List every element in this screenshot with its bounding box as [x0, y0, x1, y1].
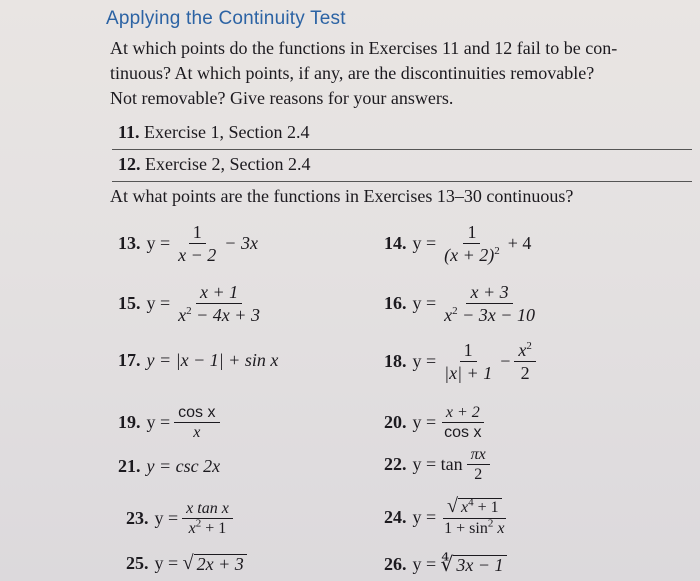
denominator [440, 304, 539, 325]
fraction [174, 222, 220, 265]
exponent: 2 [487, 517, 494, 530]
numerator: x + 1 [196, 282, 242, 304]
denominator: cos x [444, 424, 482, 441]
exercise-21 [118, 456, 220, 477]
denominator-base: x [188, 520, 196, 537]
exercise-23 [126, 500, 237, 537]
denominator-tail: x [497, 520, 505, 537]
fraction [174, 404, 219, 441]
denominator: x [193, 424, 201, 441]
lhs: y = [146, 412, 171, 432]
exercise-17 [118, 350, 278, 371]
lhs: y = [154, 553, 179, 573]
numerator: πx [467, 446, 490, 465]
section-heading: Applying the Continuity Test [106, 8, 346, 29]
intro-line: At which points do the functions in Exercises 11 and 12 fail to be con- [110, 38, 618, 58]
intro-line: Not removable? Give reasons for your answers. [110, 88, 454, 108]
exercise-number: 15. [118, 293, 141, 313]
divider [112, 181, 692, 182]
exercise-15 [118, 282, 268, 325]
radicand-base: x [460, 499, 469, 516]
denominator-tail: − 4x + 3 [196, 305, 260, 325]
lhs: y = [154, 508, 179, 528]
sqrt-sign-icon: √ [182, 552, 194, 574]
lhs: y = tan [412, 454, 463, 474]
fraction [440, 495, 508, 537]
sqrt-sign-icon: √ [447, 495, 458, 517]
exercise-ref-text: Exercise 1, Section 2.4 [144, 122, 310, 142]
exercise-22 [384, 446, 494, 483]
expression: y = csc 2x [146, 456, 221, 476]
exercise-20 [384, 404, 490, 441]
exercise-number: 14. [384, 233, 407, 253]
denominator-base: x [178, 305, 187, 325]
lhs: y = [412, 412, 437, 432]
denominator [440, 519, 508, 537]
numerator: 1 [460, 340, 477, 362]
exercise-number: 17. [118, 350, 141, 370]
lhs: y = [146, 233, 171, 253]
numerator [443, 495, 506, 519]
lhs: y = [412, 233, 437, 253]
exponent: 2 [195, 517, 202, 530]
exercise-number: 13. [118, 233, 141, 253]
exercise-13 [118, 222, 258, 265]
exponent: 2 [494, 245, 500, 257]
exercise-16 [384, 282, 543, 325]
lhs: y = [146, 293, 171, 313]
denominator-tail: + 1 [205, 520, 227, 537]
exercise-25 [126, 552, 247, 575]
lhs: y = [412, 507, 437, 527]
intro-paragraph [110, 36, 690, 111]
denominator-base: 1 + sin [444, 520, 488, 537]
denominator-base: x [444, 305, 453, 325]
denominator: x − 2 [178, 245, 217, 265]
exercise-number: 23. [126, 508, 149, 528]
intro-line: tinuous? At which points, if any, are the discontinuities removable? [110, 63, 595, 83]
fraction [514, 340, 536, 383]
radicand-tail: + 1 [477, 499, 499, 516]
exercise-14 [384, 222, 531, 265]
radicand: 3x − 1 [453, 555, 506, 574]
numerator: x tan x [182, 500, 233, 519]
numerator: cos x [174, 404, 219, 423]
minus-sign: − [500, 351, 511, 371]
numerator: x + 3 [466, 282, 512, 304]
lhs: y = [412, 351, 437, 371]
numerator [514, 340, 536, 362]
fraction [440, 222, 504, 265]
exercise-number: 12. [118, 154, 141, 174]
exercise-number: 16. [384, 293, 407, 313]
exercise-number: 24. [384, 507, 407, 527]
numerator: 1 [189, 222, 206, 244]
lhs: y = [412, 293, 437, 313]
tail-term: + 4 [507, 233, 532, 253]
fraction [174, 282, 264, 325]
expression: y = |x − 1| + sin x [146, 350, 279, 370]
denominator [440, 244, 504, 265]
fourth-root-sign-icon: ∜ [440, 554, 454, 576]
numerator: x + 2 [442, 404, 484, 423]
exercise-26 [384, 552, 507, 577]
denominator-base: (x + 2) [444, 245, 495, 265]
exponent: 2 [452, 305, 458, 317]
fraction [440, 282, 539, 325]
lhs: y = [412, 554, 437, 574]
exercise-number: 11. [118, 122, 140, 142]
fraction [182, 500, 233, 537]
denominator [174, 304, 264, 325]
exercise-ref-12 [118, 154, 310, 175]
exponent: 2 [186, 305, 192, 317]
exercise-ref-11 [118, 122, 309, 143]
denominator [185, 519, 231, 537]
fraction [467, 446, 490, 483]
exercise-number: 25. [126, 553, 149, 573]
denominator-tail: − 3x − 10 [462, 305, 535, 325]
radicand: 2x + 3 [194, 554, 247, 573]
exponent: 4 [468, 496, 474, 509]
denominator: 2 [520, 363, 530, 383]
divider [112, 149, 692, 150]
denominator: 2 [474, 466, 483, 483]
fraction [440, 404, 485, 441]
denominator: |x| + 1 [444, 363, 493, 383]
exercise-number: 22. [384, 454, 407, 474]
exercise-number: 21. [118, 456, 141, 476]
exercise-number: 18. [384, 351, 407, 371]
exercise-ref-text: Exercise 2, Section 2.4 [145, 154, 311, 174]
exponent: 2 [526, 340, 532, 352]
numerator-base: x [518, 340, 527, 360]
question-continuity: At what points are the functions in Exercises 13–30 continuous? [110, 186, 574, 206]
exercise-18 [384, 340, 540, 383]
numerator: 1 [463, 222, 480, 244]
radicand [458, 498, 502, 517]
exercise-24 [384, 495, 512, 537]
exercise-number: 26. [384, 554, 407, 574]
exercise-number: 20. [384, 412, 407, 432]
exercise-number: 19. [118, 412, 141, 432]
tail-term: − 3x [224, 233, 258, 253]
exercise-19 [118, 404, 224, 441]
fraction [440, 340, 496, 383]
